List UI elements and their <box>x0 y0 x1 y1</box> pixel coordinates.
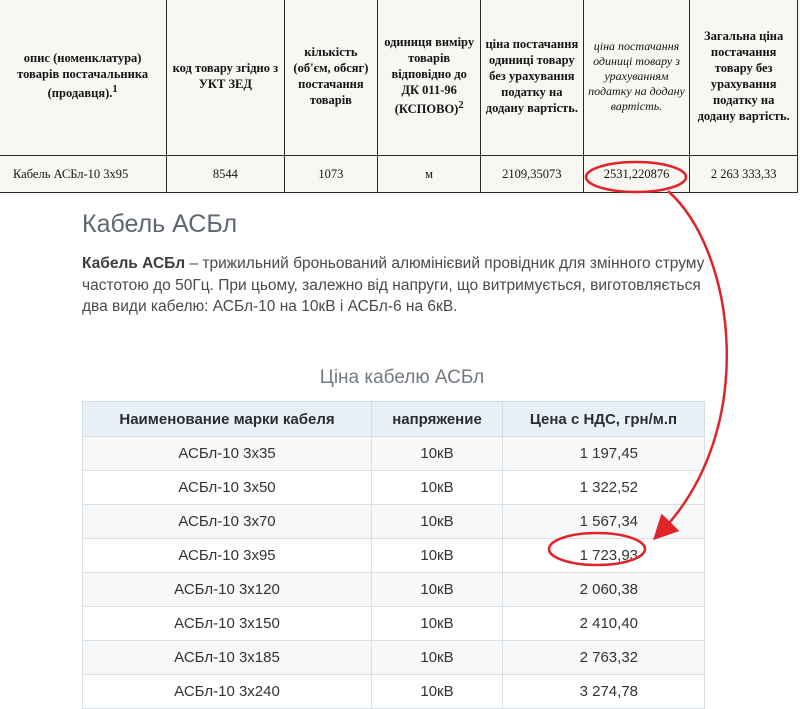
cell-voltage: 10кВ <box>372 471 503 505</box>
cell-mark: АСБл-10 3х120 <box>83 573 372 607</box>
invoice-header-price-with-vat: ціна постачання одиниці товару з урахуванням податку на додану вартість. <box>583 0 690 156</box>
cell-price: 2 410,40 <box>503 607 705 641</box>
cell-voltage: 10кВ <box>372 607 503 641</box>
invoice-cell-price-no-vat: 2109,35073 <box>481 156 584 193</box>
cell-price: 1 197,45 <box>503 437 705 471</box>
table-row <box>83 675 705 709</box>
article <box>82 210 722 388</box>
invoice-header-code: код товару згідно з УКТ ЗЕД <box>167 0 284 156</box>
cell-mark: АСБл-10 3х240 <box>83 675 372 709</box>
table-row <box>83 505 705 539</box>
intro-text: – трижильний броньований алюмінієвий провідник для змінного струму частотою до 50Гц. При цьому, залежно від напруги, що витримується, виготовляється два види кабелю: АСБл-10 на 10кВ і АСБл-6 на 6кВ. <box>82 255 705 315</box>
intro-bold: Кабель АСБл <box>82 255 186 272</box>
cell-voltage: 10кВ <box>372 539 503 573</box>
footnote-mark: 1 <box>112 84 118 96</box>
article-intro <box>82 253 707 318</box>
invoice-cell-price-with-vat: 2531,220876 <box>583 156 690 193</box>
table-row <box>83 539 705 573</box>
invoice-data-row <box>0 156 798 193</box>
invoice-header-price-no-vat: ціна постачання одиниці товару без урахування податку на додану вартість. <box>481 0 584 156</box>
cell-mark: АСБл-10 3х70 <box>83 505 372 539</box>
cell-voltage: 10кВ <box>372 437 503 471</box>
table-row <box>83 573 705 607</box>
cell-voltage: 10кВ <box>372 675 503 709</box>
cell-price: 3 274,78 <box>503 675 705 709</box>
invoice-table <box>0 0 798 193</box>
cell-price: 1 567,34 <box>503 505 705 539</box>
price-table <box>82 401 705 709</box>
cell-mark: АСБл-10 3х35 <box>83 437 372 471</box>
col-header-voltage: напряжение <box>372 402 503 437</box>
footnote-mark: 2 <box>458 100 464 112</box>
invoice-header-description: опис (номенклатура) товарів постачальника (продавця).$^1$ <box>0 0 167 156</box>
cell-price: 2 763,32 <box>503 641 705 675</box>
cell-mark: АСБл-10 3х185 <box>83 641 372 675</box>
cell-price-highlighted: 1 723,93 <box>503 539 705 573</box>
scanned-invoice-table <box>0 0 800 196</box>
cell-voltage: 10кВ <box>372 505 503 539</box>
invoice-header-row <box>0 0 798 156</box>
invoice-cell-unit: м <box>378 156 481 193</box>
invoice-header-unit: одиниця виміру товарів відповідно до ДК 011-96 (КСПОВО)$^2$ <box>378 0 481 156</box>
cell-mark: АСБл-10 3х150 <box>83 607 372 641</box>
cell-price: 2 060,38 <box>503 573 705 607</box>
col-header-cable-mark: Наименование марки кабеля <box>83 402 372 437</box>
invoice-cell-quantity: 1073 <box>284 156 378 193</box>
table-row <box>83 607 705 641</box>
cell-price: 1 322,52 <box>503 471 705 505</box>
invoice-cell-description: Кабель АСБл-10 3х95 <box>0 156 167 193</box>
price-table-header <box>83 402 705 437</box>
invoice-header-quantity: кількість (об'єм, обсяг) постачання товарів <box>284 0 378 156</box>
invoice-header-total: Загальна ціна постачання товару без урахування податку на додану вартість. <box>690 0 798 156</box>
table-row <box>83 641 705 675</box>
invoice-cell-code: 8544 <box>167 156 284 193</box>
table-row <box>83 471 705 505</box>
article-title: Кабель АСБл <box>82 210 238 238</box>
invoice-cell-total: 2 263 333,33 <box>690 156 798 193</box>
cell-mark: АСБл-10 3х95 <box>83 539 372 573</box>
col-header-price: Цена с НДС, грн/м.п <box>503 402 705 437</box>
cell-mark: АСБл-10 3х50 <box>83 471 372 505</box>
table-row <box>83 437 705 471</box>
cell-voltage: 10кВ <box>372 573 503 607</box>
price-table-caption: Ціна кабелю АСБл <box>319 367 485 388</box>
cell-voltage: 10кВ <box>372 641 503 675</box>
